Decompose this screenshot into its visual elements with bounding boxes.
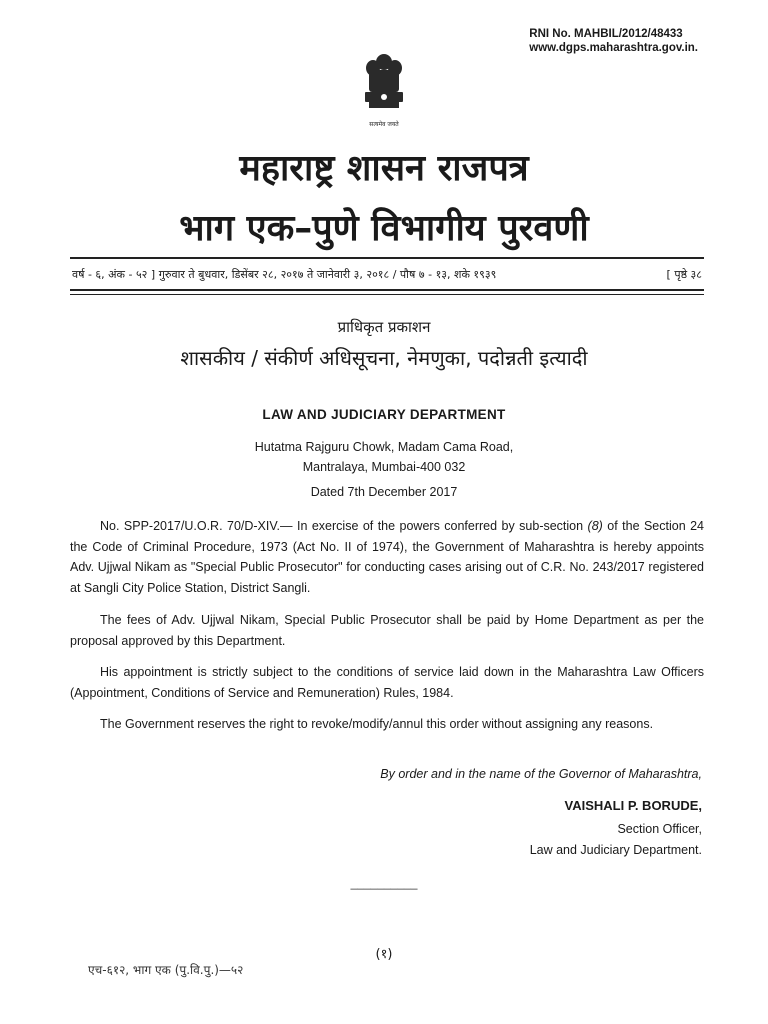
page-reference: [ पृष्ठे ३८ — [666, 268, 702, 281]
top-rule — [70, 257, 704, 259]
footer-code: एच-६१२, भाग एक (पु.वि.पु.)—५२ — [88, 963, 244, 977]
national-emblem-icon — [355, 52, 413, 132]
notice-date: Dated 7th December 2017 — [310, 485, 458, 499]
mid-rule — [70, 289, 704, 291]
publication-header — [529, 27, 698, 55]
signatory-name: VAISHALI P. BORUDE, — [564, 798, 702, 813]
paragraph-2: The fees of Adv. Ujjwal Nikam, Special Public Prosecutor shall be paid by Home Department as per the proposal approved by this Department. — [70, 613, 704, 648]
emblem-motto: सत्यमेव जयते — [369, 121, 399, 128]
paragraph-3: His appointment is strictly subject to the conditions of service laid down in the Maharashtra Law Officers (Appointment, Conditions of Service and Remuneration) Rules, 1984. — [70, 665, 704, 700]
paragraph-1: No. SPP-2017/U.O.R. 70/D-XIV.— In exercise of the powers conferred by sub-section (8) of the Section 24 the Code of Criminal Procedure, 1973 (Act No. II of 1974), the Government of Maharashtra is hereby appoints Adv. Ujjwal Nikam as "Special Public Prosecutor" for conducting cases arising out of C.R. No. 243/2017 registered at Sangli City Police Station, District Sangli. — [70, 519, 705, 595]
address-line-1: Hutatma Rajguru Chowk, Madam Cama Road, — [254, 440, 514, 454]
section-subtitle: शासकीय / संकीर्ण अधिसूचना, नेमणुका, पदोन्नती इत्यादी — [180, 346, 588, 370]
paragraph-4: The Government reserves the right to revoke/modify/annul this order without assigning any reasons. — [100, 717, 654, 731]
department-heading: LAW AND JUDICIARY DEPARTMENT — [262, 407, 506, 422]
by-order-line: By order and in the name of the Governor of Maharashtra, — [380, 767, 702, 781]
rni-number: RNI No. MAHBIL/2012/48433 — [529, 28, 683, 40]
signatory-department: Law and Judiciary Department. — [529, 843, 702, 857]
address-line-2: Mantralaya, Mumbai-400 032 — [302, 460, 466, 474]
signatory-designation: Section Officer, — [617, 822, 702, 836]
page-number: (१) — [375, 947, 393, 962]
gazette-subtitle: भाग एक–पुणे विभागीय पुरवणी — [179, 208, 589, 249]
end-separator: __________ — [350, 876, 418, 890]
gazette-title: महाराष्ट्र शासन राजपत्र — [239, 148, 529, 189]
issue-info: वर्ष - ६, अंक - ५२ ] गुरुवार ते बुधवार, डिसेंबर २८, २०१७ ते जानेवारी ३, २०१८ / पौष ७ - १३, शके १९३९ — [72, 268, 497, 281]
website-url: www.dgps.maharashtra.gov.in. — [529, 42, 698, 54]
authorized-publication: प्राधिकृत प्रकाशन — [337, 318, 431, 336]
mid-rule-thin — [70, 294, 704, 295]
